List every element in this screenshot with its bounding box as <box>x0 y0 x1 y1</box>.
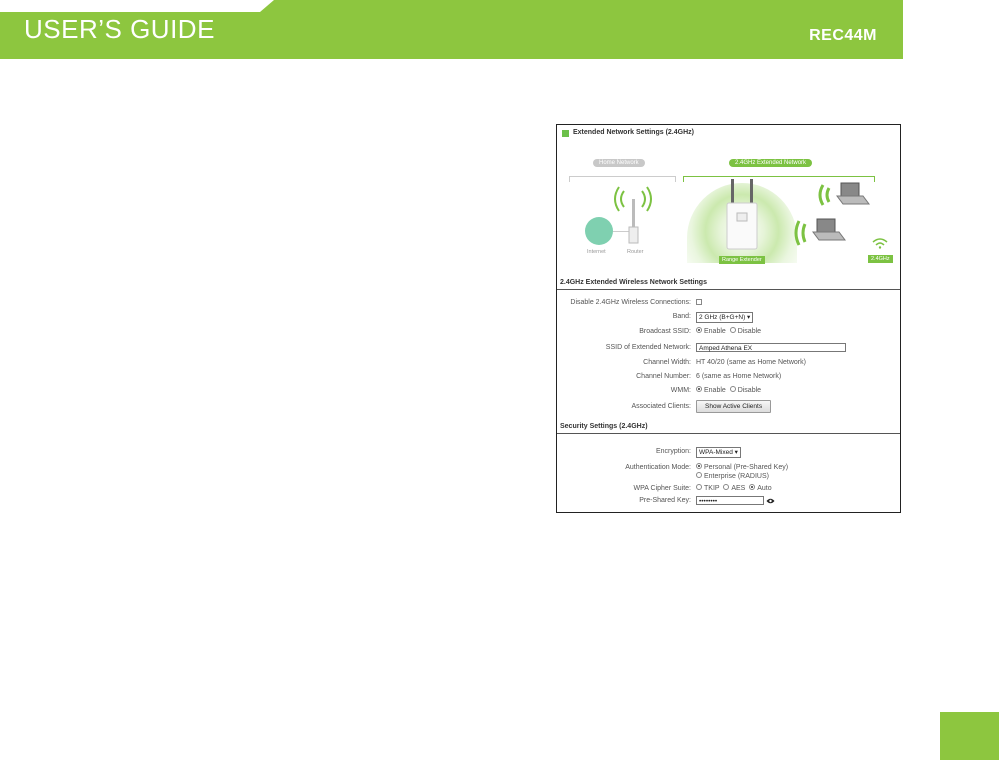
extended-network-label: 2.4GHz Extended Network <box>729 159 812 167</box>
channel-number-value: 6 (same as Home Network) <box>696 373 782 380</box>
wmm-label: WMM: <box>670 387 691 394</box>
range-extender-label: Range Extender <box>719 256 765 264</box>
wmm-disable-text: Disable <box>737 387 762 394</box>
auth-mode-label: Authentication Mode: <box>625 464 691 471</box>
show-password-eye-icon[interactable] <box>766 498 775 504</box>
cipher-tkip-radio[interactable] <box>696 484 702 490</box>
internet-globe-icon <box>585 217 613 245</box>
section-divider <box>557 433 900 434</box>
panel-title: Extended Network Settings (2.4GHz) <box>573 129 694 136</box>
section-marker-icon <box>562 130 569 137</box>
encryption-select-value: WPA-Mixed <box>699 449 733 456</box>
header-banner <box>0 0 903 59</box>
broadcast-ssid-label: Broadcast SSID: <box>639 328 691 335</box>
cipher-suite-label: WPA Cipher Suite: <box>633 485 691 492</box>
security-section-title: Security Settings (2.4GHz) <box>560 423 648 430</box>
band-select[interactable]: 2 GHz (B+G+N) ▾ <box>696 312 753 323</box>
network-diagram <box>557 145 900 263</box>
wmm-enable-radio[interactable] <box>696 386 702 392</box>
cipher-aes-radio[interactable] <box>723 484 729 490</box>
internet-label: Internet <box>587 249 606 255</box>
broadcast-disable-radio[interactable] <box>730 327 736 333</box>
wmm-enable-text: Enable <box>704 387 726 394</box>
broadcast-enable-text: Enable <box>704 328 726 335</box>
ssid-label: SSID of Extended Network: <box>605 344 691 351</box>
wireless-section-title: 2.4GHz Extended Wireless Network Settings <box>560 279 707 286</box>
laptop-icon <box>815 177 875 213</box>
channel-width-label: Channel Width: <box>643 359 691 366</box>
disable-wireless-label: Disable 2.4GHz Wireless Connections: <box>570 299 691 306</box>
band-badge: 2.4GHz <box>868 255 893 263</box>
broadcast-disable-text: Disable <box>737 328 762 335</box>
cipher-auto-radio[interactable] <box>749 484 755 490</box>
auth-enterprise-radio[interactable] <box>696 472 702 478</box>
ssid-input[interactable]: Amped Athena EX <box>696 343 846 352</box>
section-divider <box>557 289 900 290</box>
guide-title: USER’S GUIDE <box>24 14 215 44</box>
broadcast-enable-radio[interactable] <box>696 327 702 333</box>
settings-panel <box>556 124 901 513</box>
range-extender-icon <box>725 179 759 251</box>
channel-number-label: Channel Number: <box>636 373 691 380</box>
home-network-label: Home Network <box>593 159 645 167</box>
encryption-select[interactable]: WPA-Mixed ▾ <box>696 447 741 458</box>
page-number-tab <box>940 712 999 760</box>
band-select-value: 2 GHz (B+G+N) <box>699 314 746 321</box>
banner-notch <box>0 0 260 12</box>
associated-clients-label: Associated Clients: <box>631 403 691 410</box>
auth-personal-text: Personal (Pre-Shared Key) <box>704 464 789 471</box>
auth-personal-radio[interactable] <box>696 463 702 469</box>
show-active-clients-button[interactable]: Show Active Clients <box>696 400 771 413</box>
auth-enterprise-text: Enterprise (RADIUS) <box>704 473 769 480</box>
router-icon <box>613 179 653 249</box>
cipher-auto-text: Auto <box>757 485 772 492</box>
channel-width-value: HT 40/20 (same as Home Network) <box>696 359 806 366</box>
psk-input[interactable]: •••••••• <box>696 496 764 505</box>
encryption-label: Encryption: <box>655 448 691 455</box>
wifi-icon <box>871 237 889 249</box>
psk-label: Pre-Shared Key: <box>639 497 691 504</box>
disable-wireless-checkbox[interactable] <box>696 299 702 305</box>
wmm-disable-radio[interactable] <box>730 386 736 392</box>
laptop-icon <box>793 213 853 253</box>
cipher-tkip-text: TKIP <box>704 485 720 492</box>
band-label: Band: <box>672 313 691 320</box>
cipher-aes-text: AES <box>731 485 746 492</box>
model-name: REC44M <box>809 27 877 44</box>
router-label: Router <box>627 249 644 255</box>
